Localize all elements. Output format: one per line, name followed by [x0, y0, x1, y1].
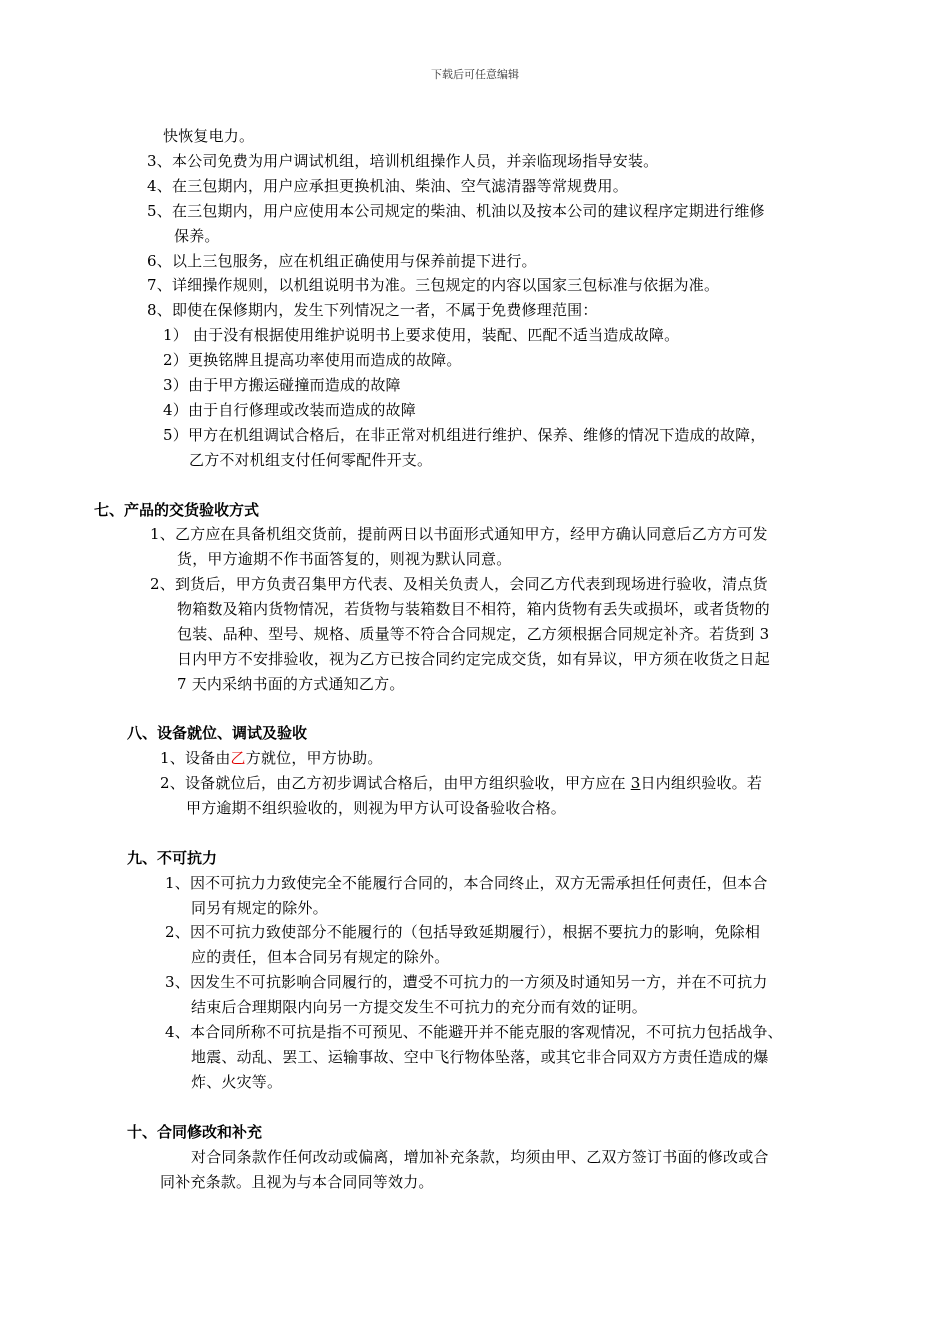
section-9-heading: 九、不可抗力 — [127, 849, 218, 867]
sec7-item-2-line-2: 物箱数及箱内货物情况，若货物与装箱数目不相符，箱内货物有丢失或损坏，或者货物的 — [177, 600, 770, 618]
sec6-sub-item-5-line-2: 乙方不对机组支付任何零配件开支。 — [189, 451, 433, 469]
sec6-item-4: 4、在三包期内，用户应承担更换机油、柴油、空气滤清器等常规费用。 — [147, 177, 628, 195]
sec10-paragraph-line-2: 同补充条款。且视为与本合同同等效力。 — [160, 1173, 434, 1191]
sec10-paragraph-line-1: 对合同条款作任何改动或偏离，增加补充条款，均须由甲、乙双方签订书面的修改或合 — [191, 1148, 769, 1166]
sec8-item-2-line-2: 甲方逾期不组织验收的，则视为甲方认可设备验收合格。 — [186, 799, 567, 817]
sec6-sub-item-4: 4）由于自行修理或改装而造成的故障 — [163, 401, 416, 419]
sec9-item-1-line-2: 同另有规定的除外。 — [191, 899, 328, 917]
sec7-item-1-line-2: 货，甲方逾期不作书面答复的，则视为默认同意。 — [177, 550, 512, 568]
sec8-item-2-line-1 — [160, 771, 762, 795]
sec8-item-2-days: 3 — [630, 774, 641, 792]
sec9-item-2-line-2: 应的责任，但本合同另有规定的除外。 — [191, 948, 450, 966]
sec8-item-2-pre: 2、设备就位后，由乙方初步调试合格后，由甲方组织验收，甲方应在 — [160, 774, 631, 792]
sec6-sub-item-3: 3）由于甲方搬运碰撞而造成的故障 — [163, 376, 401, 394]
sec6-sub-item-2: 2）更换铭牌且提高功率使用而造成的故障。 — [163, 351, 462, 369]
sec9-item-4-line-3: 炸、火灾等。 — [191, 1073, 283, 1091]
sec6-item-6: 6、以上三包服务，应在机组正确使用与保养前提下进行。 — [147, 252, 537, 270]
sec8-item-2-post: 日内组织验收。若 — [640, 774, 763, 792]
sec8-item-1-pre: 1、设备由 — [160, 749, 231, 767]
sec9-item-4-line-1: 4、本合同所称不可抗是指不可预见、不能避开并不能克服的客观情况，不可抗力包括战争、 — [165, 1023, 783, 1041]
sec6-line-0: 快恢复电力。 — [163, 127, 255, 145]
sec9-item-3-line-2: 结束后合理期限内向另一方提交发生不可抗力的充分而有效的证明。 — [191, 998, 648, 1016]
sec8-item-1-post: 方就位，甲方协助。 — [245, 749, 383, 767]
sec7-item-2-line-3: 包装、品种、型号、规格、质量等不符合合同规定，乙方须根据合同规定补齐。若货到 3 — [177, 625, 770, 643]
section-10-heading: 十、合同修改和补充 — [127, 1123, 263, 1141]
sec9-item-4-line-2: 地震、动乱、罢工、运输事故、空中飞行物体坠落，或其它非合同双方方责任造成的爆 — [191, 1048, 769, 1066]
sec7-item-1-line-1: 1、乙方应在具备机组交货前，提前两日以书面形式通知甲方，经甲方确认同意后乙方方可发 — [150, 525, 768, 543]
sec6-sub-item-5-line-1: 5）甲方在机组调试合格后，在非正常对机组进行维护、保养、维修的情况下造成的故障， — [163, 426, 766, 444]
sec7-item-2-line-4: 日内甲方不安排验收，视为乙方已按合同约定完成交货，如有异议，甲方须在收货之日起 — [177, 650, 770, 668]
sec6-item-5-line-2: 保养。 — [174, 227, 220, 245]
sec6-item-5-line-1: 5、在三包期内，用户应使用本公司规定的柴油、机油以及按本公司的建议程序定期进行维修 — [147, 202, 765, 220]
sec6-sub-item-1: 1） 由于没有根据使用维护说明书上要求使用，装配、匹配不适当造成故障。 — [163, 326, 680, 344]
section-8-heading: 八、设备就位、调试及验收 — [127, 724, 308, 742]
sec9-item-3-line-1: 3、因发生不可抗影响合同履行的，遭受不可抗力的一方须及时通知另一方，并在不可抗力 — [165, 973, 768, 991]
sec8-item-1-highlight: 乙 — [230, 749, 246, 767]
sec8-item-1 — [160, 746, 383, 770]
sec6-item-8: 8、即使在保修期内，发生下列情况之一者，不属于免费修理范围： — [147, 301, 598, 319]
section-7-heading: 七、产品的交货验收方式 — [94, 501, 260, 519]
sec9-item-2-line-1: 2、因不可抗力致使部分不能履行的（包括导致延期履行），根据不要抗力的影响，免除相 — [165, 923, 761, 941]
sec6-item-3: 3、本公司免费为用户调试机组，培训机组操作人员，并亲临现场指导安装。 — [147, 152, 659, 170]
sec9-item-1-line-1: 1、因不可抗力力致使完全不能履行合同的，本合同终止，双方无需承担任何责任，但本合 — [165, 874, 768, 892]
sec7-item-2-line-1: 2、到货后，甲方负责召集甲方代表、及相关负责人，会同乙方代表到现场进行验收，清点货 — [150, 575, 768, 593]
sec6-item-7: 7、详细操作规则，以机组说明书为准。三包规定的内容以国家三包标准与依据为准。 — [147, 276, 720, 294]
page-header: 下载后可任意编辑 — [431, 68, 519, 81]
sec7-item-2-line-5: 7 天内采纳书面的方式通知乙方。 — [177, 675, 405, 693]
